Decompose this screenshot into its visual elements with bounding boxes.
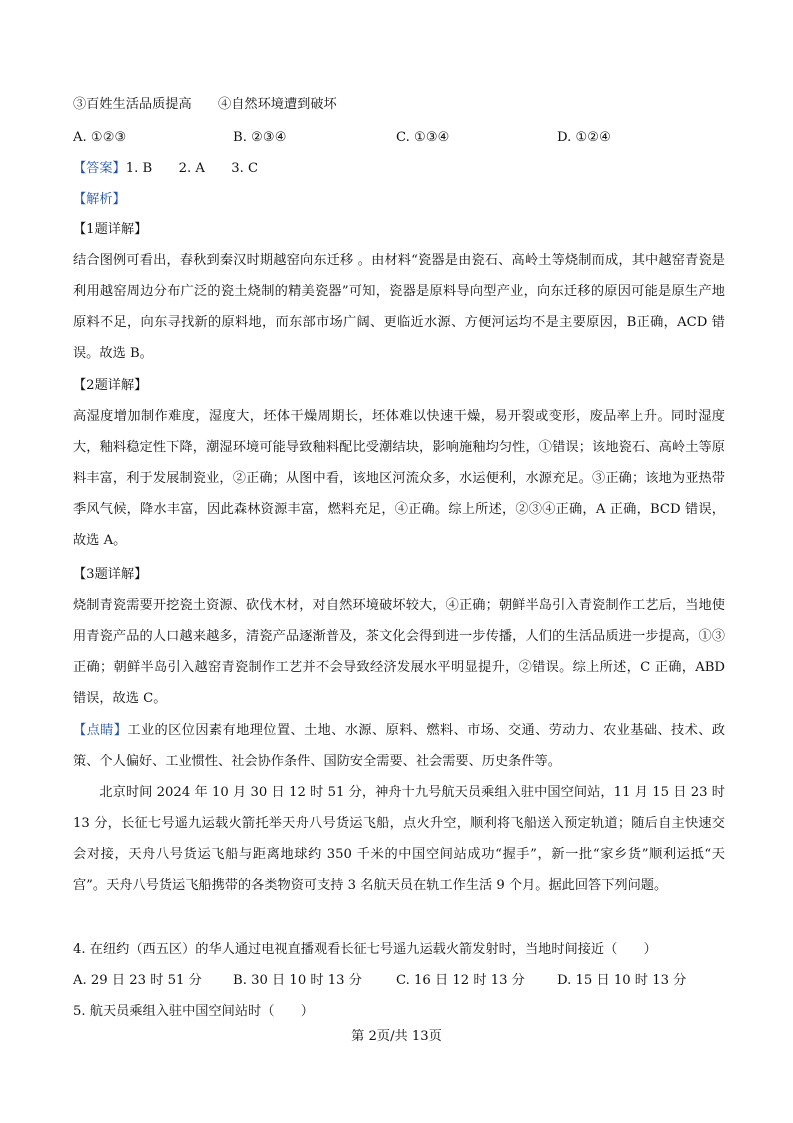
detail-1-text: 结合图例可看出，春秋到秦汉时期越窑向东迁移 。由材料“瓷器是由瓷石、高岭土等烧制而成，其中越窑青瓷是利用越窑周边分布广泛的瓷土烧制的精美瓷器”可知，瓷器是原料导向型产业，向东迁移的原因可能是原生产地原料不足，向东寻找新的原料地，而东部市场广阔、更临近水源、方便河运均不是主要原因，B正确，ACD 错误。故选 B。 (73, 253, 725, 361)
answer-label: 【答案】 (73, 161, 126, 176)
detail-3-label: 【3题详解】 (73, 567, 148, 582)
option-c: C. ①③④ (396, 130, 450, 145)
q4-option-d: D. 15 日 10 时 13 分 (557, 973, 687, 988)
page-footer: 第 2页/共 13页 (351, 1029, 442, 1044)
detail-2-label: 【2题详解】 (73, 378, 148, 393)
question-4-options (73, 971, 686, 991)
question-3-options (73, 128, 611, 148)
dianjing-text: 工业的区位因素有地理位置、土地、水源、原料、燃料、市场、交通、劳动力、农业基础、技术、政策、个人偏好、工业惯性、社会协作条件、国防安全需要、社会需要、历史条件等。 (73, 723, 726, 769)
question-4: 4. 在纽约（西五区）的华人通过电视直播观看长征七号遥九运载火箭发射时，当地时间接近（ ） (73, 942, 657, 957)
q4-option-b: B. 30 日 10 时 13 分 (233, 973, 362, 988)
option-d: D. ①②④ (557, 130, 611, 145)
q4-option-a: A. 29 日 23 时 51 分 (73, 973, 202, 988)
question-5: 5. 航天员乘组入驻中国空间站时（ ） (73, 1004, 314, 1019)
answer-text: 1. B 2. A 3. C (125, 161, 259, 176)
option-a: A. ①②③ (73, 130, 127, 145)
answer-line (73, 159, 258, 179)
dianjing-block (73, 715, 725, 777)
reading-passage: 北京时间 2024 年 10 月 30 日 12 时 51 分，神舟十九号航天员乘组入驻中国空间站，11 月 15 日 23 时13 分，长征七号遥九运载火箭托举天舟八号货运飞船，点火升空，顺利将飞船送入预定轨道；随后自主快速交会对接，天舟八号货运飞船与距离地球约 350 千米的中国空间站成功“握手”，新一批“家乡货”顺利运抵“天宫”。天舟八号货运飞船携带的各类物资可支持 3 名航天员在轨工作生活 9 个月。据此回答下列问题。 (73, 785, 725, 893)
analysis-label: 【解析】 (73, 192, 126, 207)
choice-statements: ③百姓生活品质提高 ④自然环境遭到破坏 (73, 97, 337, 112)
option-b: B. ②③④ (233, 130, 287, 145)
detail-2-text: 高湿度增加制作难度，湿度大，坯体干燥周期长，坯体难以快速干燥，易开裂或变形，废品率上升。同时湿度大，釉料稳定性下降，潮湿环境可能导致釉料配比受潮结块，影响施釉均匀性，①错误；该地瓷石、高岭土等原料丰富，利于发展制瓷业，②正确；从图中看，该地区河流众多，水运便利，水源充足。③正确；该地为亚热带季风气候，降水丰富，因此森林资源丰富，燃料充足，④正确。综上所述，②③④正确，A 正确，BCD 错误，故选 A。 (73, 409, 725, 548)
q4-option-c: C. 16 日 12 时 13 分 (396, 973, 525, 988)
detail-1-label: 【1题详解】 (73, 222, 148, 237)
detail-3-text: 烧制青瓷需要开挖瓷土资源、砍伐木材，对自然环境破坏较大，④正确；朝鲜半岛引入青瓷制作工艺后，当地使用青瓷产品的人口越来越多，清瓷产品逐渐普及，茶文化会得到进一步传播，人们的生活品质进一步提高，①③正确；朝鲜半岛引入越窑青瓷制作工艺并不会导致经济发展水平明显提升，②错误。综上所述，C 正确，ABD 错误，故选 C。 (73, 598, 725, 706)
dianjing-label: 【点睛】 (73, 723, 128, 738)
